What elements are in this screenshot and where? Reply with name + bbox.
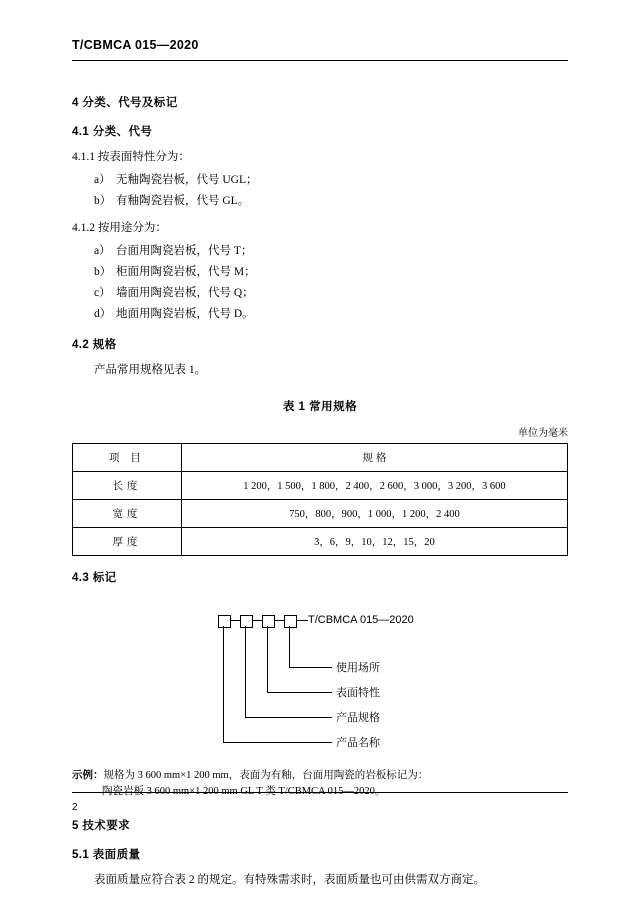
page-number: 2	[72, 802, 78, 813]
list-item-label: a）	[94, 245, 111, 258]
leader-vline-3	[245, 626, 246, 717]
list-item-label: a）	[94, 174, 111, 187]
leader-vline-2	[267, 626, 268, 692]
table-cell-item: 厚度	[73, 527, 182, 555]
leader-vline-1	[289, 626, 290, 667]
marking-connector-1	[230, 620, 240, 621]
table-cell-item: 宽度	[73, 499, 182, 527]
marking-diagram	[72, 601, 568, 761]
list-item-text: 无釉陶瓷岩板，代号 UGL；	[116, 174, 258, 187]
leader-hline-2	[267, 692, 332, 693]
marking-label-use-place: 使用场所	[336, 661, 380, 674]
clause-4-1-2-list	[72, 243, 568, 323]
clause-4-title: 4 分类、代号及标记	[72, 97, 178, 109]
marking-connector-3	[274, 620, 284, 621]
clause-5-title: 5 技术要求	[72, 820, 130, 833]
leader-vline-4	[223, 626, 224, 742]
table-row	[73, 499, 568, 527]
marking-connector-2	[252, 620, 262, 621]
list-item-text: 地面用陶瓷岩板，代号 D。	[116, 307, 254, 320]
document-body	[72, 78, 568, 898]
list-item-text: 有釉陶瓷岩板，代号 GL。	[116, 195, 250, 208]
example-lead: 示例：	[72, 768, 104, 781]
marking-standard-code: T/CBMCA 015—2020	[308, 613, 414, 626]
marking-box-4	[284, 615, 297, 628]
table-header-cell-spec: 规 格	[181, 443, 567, 471]
list-item-label: d）	[94, 307, 112, 320]
table-row	[73, 527, 568, 555]
table-1-caption: 表 1 常用规格	[282, 400, 358, 413]
list-item	[72, 193, 568, 211]
marking-box-3	[262, 615, 275, 628]
clause-5-1-para: 表面质量应符合表 2 的规定。有特殊需求时，表面质量也可由供需双方商定。	[94, 874, 485, 887]
table-header-cell-item: 项 目	[73, 443, 182, 471]
example-line-2: 陶瓷岩板 3 600 mm×1 200 mm GL T 类 T/CBMCA 015—2020。	[102, 786, 386, 798]
list-item	[72, 306, 568, 324]
marking-box-2	[240, 615, 253, 628]
table-cell-item: 长度	[73, 471, 182, 499]
clause-4-3-title: 4.3 标记	[72, 571, 117, 584]
marking-connector-4	[296, 620, 308, 621]
clause-5-1-title: 5.1 表面质量	[72, 849, 141, 862]
leader-hline-1	[289, 667, 332, 668]
list-item-label: c）	[94, 286, 111, 299]
table-cell-value: 1 200，1 500，1 800，2 400，2 600，3 000，3 200，3 600	[181, 471, 567, 499]
table-cell-value: 3，6，9，10，12，15，20	[181, 527, 567, 555]
table-row	[73, 471, 568, 499]
clause-4-1-1-list	[72, 172, 568, 211]
list-item-text: 柜面用陶瓷岩板，代号 M；	[116, 265, 256, 278]
clause-4-1-title: 4.1 分类、代号	[72, 126, 153, 138]
example-line-1: 规格为 3 600 mm×1 200 mm，表面为有釉，台面用陶瓷的岩板标记为：	[103, 769, 429, 781]
marking-label-surface-property: 表面特性	[336, 686, 380, 699]
table-cell-value: 750，800，900，1 000，1 200，2 400	[181, 499, 567, 527]
table-1-unit-note: 单位为毫米	[518, 427, 568, 439]
list-item	[72, 243, 568, 261]
table-1-common-specifications	[72, 443, 568, 556]
header-standard-code: T/CBMCA 015—2020	[72, 38, 199, 52]
header-divider	[72, 60, 568, 61]
leader-hline-3	[245, 717, 332, 718]
list-item	[72, 172, 568, 190]
marking-label-product-spec: 产品规格	[336, 711, 380, 724]
clause-4-2-para: 产品常用规格见表 1。	[94, 364, 207, 377]
clause-4-2-title: 4.2 规格	[72, 339, 117, 352]
marking-box-1	[218, 615, 231, 628]
list-item	[72, 264, 568, 282]
leader-hline-4	[223, 742, 332, 743]
clause-4-1-1-lead: 4.1.1 按表面特性分为：	[72, 151, 190, 163]
marking-example	[72, 767, 568, 802]
list-item-label: b）	[94, 265, 112, 278]
list-item-label: b）	[94, 195, 112, 208]
list-item-text: 墙面用陶瓷岩板，代号 Q；	[116, 286, 254, 299]
clause-4-1-2-lead: 4.1.2 按用途分为：	[72, 221, 167, 234]
table-header-row	[73, 443, 568, 471]
marking-label-product-name: 产品名称	[336, 736, 380, 749]
list-item-text: 台面用陶瓷岩板，代号 T；	[116, 245, 253, 258]
footer-divider	[72, 792, 568, 793]
list-item	[72, 285, 568, 303]
